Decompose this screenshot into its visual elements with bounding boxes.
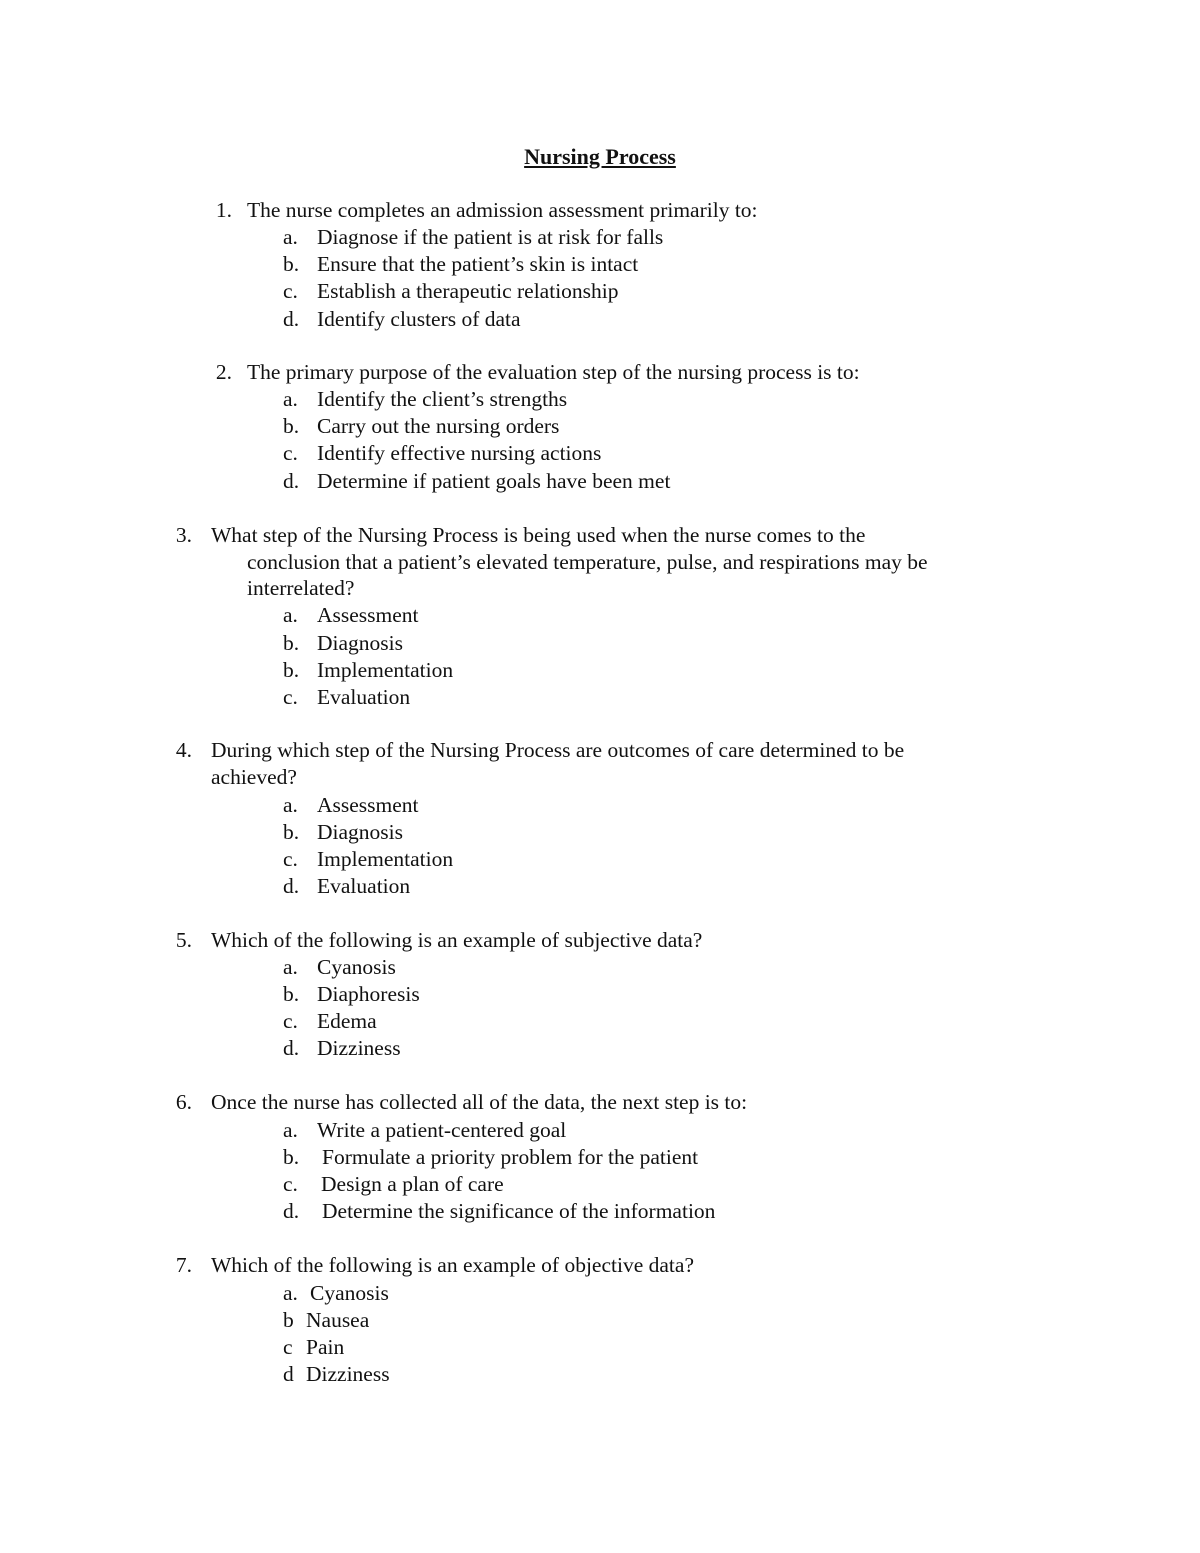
option-text: Establish a therapeutic relationship	[317, 279, 619, 303]
option-text: Diagnose if the patient is at risk for falls	[317, 225, 664, 249]
option-text: Cyanosis	[310, 1281, 389, 1305]
option-text: Evaluation	[317, 685, 411, 709]
option-letter: c.	[283, 1172, 298, 1196]
option-letter: c.	[283, 685, 298, 709]
option-text: Implementation	[317, 658, 454, 682]
question-text: During which step of the Nursing Process are outcomes of care determined to be	[211, 738, 905, 762]
option-letter: d.	[283, 307, 300, 331]
option-text: Ensure that the patient’s skin is intact	[317, 252, 639, 276]
option-letter: d.	[283, 1199, 300, 1223]
option-letter: a.	[283, 793, 298, 817]
question-number: 1.	[215, 198, 232, 222]
option-letter: b.	[283, 820, 300, 844]
question-number: 3.	[175, 523, 192, 547]
question-number: 4.	[175, 738, 192, 762]
option-letter: a.	[283, 1118, 298, 1142]
option-letter: a.	[283, 225, 298, 249]
option-letter: c.	[283, 441, 298, 465]
question-text: Which of the following is an example of objective data?	[211, 1253, 694, 1277]
option-text: Assessment	[317, 793, 419, 817]
option-text: Dizziness	[317, 1036, 401, 1060]
option-text: Identify effective nursing actions	[317, 441, 602, 465]
option-text: Evaluation	[317, 874, 411, 898]
option-letter: b.	[283, 252, 300, 276]
option-text: Pain	[306, 1335, 345, 1359]
question-text: achieved?	[211, 765, 297, 789]
question-text: The primary purpose of the evaluation step of the nursing process is to:	[247, 360, 860, 384]
option-text: Formulate a priority problem for the patient	[322, 1145, 699, 1169]
page-title: Nursing Process	[524, 144, 676, 169]
option-letter: d.	[283, 874, 300, 898]
option-letter: a.	[283, 603, 298, 627]
option-text: Diagnosis	[317, 631, 403, 655]
option-text: Write a patient-centered goal	[317, 1118, 567, 1142]
question-text: The nurse completes an admission assessment primarily to:	[247, 198, 758, 222]
question-number: 7.	[175, 1253, 192, 1277]
question-text: Once the nurse has collected all of the data, the next step is to:	[211, 1090, 748, 1114]
option-letter: c.	[283, 847, 298, 871]
option-letter: b.	[283, 982, 300, 1006]
option-letter: a.	[283, 387, 298, 411]
option-letter: c.	[283, 279, 298, 303]
option-text: Design a plan of care	[321, 1172, 504, 1196]
option-letter: b.	[283, 1145, 300, 1169]
question-number: 5.	[175, 928, 192, 952]
option-letter: a.	[283, 1281, 298, 1305]
option-letter: a.	[283, 955, 298, 979]
option-letter: d.	[283, 469, 300, 493]
option-letter: b.	[283, 658, 300, 682]
option-text: Implementation	[317, 847, 454, 871]
question-text: Which of the following is an example of subjective data?	[211, 928, 703, 952]
option-text: Carry out the nursing orders	[317, 414, 560, 438]
option-text: Determine the significance of the information	[322, 1199, 716, 1223]
option-letter: b.	[283, 631, 300, 655]
question-number: 6.	[175, 1090, 192, 1114]
option-text: Cyanosis	[317, 955, 396, 979]
option-letter: c.	[283, 1009, 298, 1033]
option-letter: c	[283, 1335, 293, 1359]
option-text: Diagnosis	[317, 820, 403, 844]
question-text: interrelated?	[247, 576, 355, 600]
question-number: 2.	[215, 360, 232, 384]
option-letter: d.	[283, 1036, 300, 1060]
option-letter: d	[283, 1362, 294, 1386]
option-text: Nausea	[306, 1308, 370, 1332]
question-text: What step of the Nursing Process is being used when the nurse comes to the	[211, 523, 866, 547]
option-letter: b.	[283, 414, 300, 438]
option-text: Determine if patient goals have been met	[317, 469, 671, 493]
option-letter: b	[283, 1308, 294, 1332]
option-text: Identify clusters of data	[317, 307, 521, 331]
question-text: conclusion that a patient’s elevated temperature, pulse, and respirations may be	[247, 550, 928, 574]
option-text: Dizziness	[306, 1362, 390, 1386]
option-text: Diaphoresis	[317, 982, 420, 1006]
option-text: Edema	[317, 1009, 377, 1033]
option-text: Assessment	[317, 603, 419, 627]
option-text: Identify the client’s strengths	[317, 387, 568, 411]
